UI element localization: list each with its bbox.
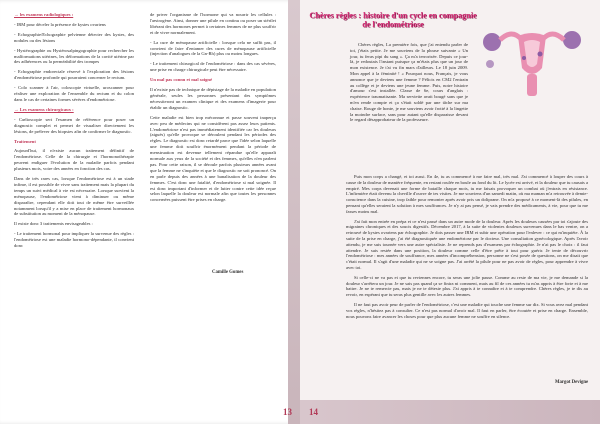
paragraph: Puis mon corps a changé, et toi aussi. En 4e, tu as commencé à me faire mal, très mal. J'ai commencé à louper des cours à cause de la douleur de manière fréquente, en restant roulée en boule au fond du lit. Le lycée est arrivé, et la douleur que tu causais a empiré. Mes corps devenait une forme de bataille chaque mois, tu me faisais provoquer un combat où j'entrais en résistance. L'infirmière était devenu la cheville d'ouvre de tes visites. Je me souviens d'un samedi matin, où ma maman m'a retrouvée à demie-conscience dans la cuisine, trop faible pour remonter après avoir pris un doliprane. On m'a proposé à ce moment-là des pilules, en pensant qu'elles seraient la solution à mes souffrances. Je n'y ai pas pensé, je vais prendre des médicaments, à vie, pour que tu me fasses moins mal. bbox=[346, 174, 588, 214]
signature-camille: Camille Gomes bbox=[212, 270, 244, 275]
left-column-2 bbox=[150, 12, 276, 207]
article-title: Chères règles : histoire d'un cycle en compagnie de l'endométriose bbox=[309, 11, 477, 29]
section-heading: → les examens radiologiques : bbox=[14, 12, 74, 17]
paragraph: de priver l'organisme de l'hormone qui va nourrir les cellules : l'œstrogène. Ainsi, donner une pilule en continu ou poser un stérilet libérant des hormones permet à certaines femmes de ne plus souffrir et de vivre normalement. bbox=[150, 12, 276, 35]
paragraph: Cette maladie est bien trop méconnue et passe souvent inaperçu avec peu de médecins qui ne considèrent pas assez leurs patients. L'endométriose n'est pas immédiatement identifiée car les douleurs (aiguës) qu'elle provoque se déroulent pendant les périodes des règles. Le diagnostic est donc retardé parce que l'idée selon laquelle une femme doit souffrir énormément pendant la période de menstruation est devenue tellement répandue qu'elle apparaît normale aux yeux de la société et des femmes, qu'elles n'en parlent pas. Pour cette raison, il se déroule parfois plusieurs années avant que la femme ne s'inquiète et que le diagnostic ne soit prononcé. On en parle depuis des années à une banalisation de la douleur des femmes. C'est donc une fatalité, d'endométriose si mal soignée. Il est donc important d'informer et de lutter contre cette idée reçue selon laquelle la douleur est normale afin que toutes les personnes concernées puissent être prises en charge. bbox=[150, 114, 276, 203]
signature-margot: Margot Devigne bbox=[555, 380, 589, 385]
paragraph: Dans de très rares cas, lorsque l'endométriose est à un stade infime, il est possible de vivre sans traitement mais la plupart du temps un suivi médical à vie est nécessaire. Lorsque survient la ménopause, l'endométriose vient à diminuer ou même disparaître, cependant elle doit tout de même être surveillée notamment lorsqu'il y a mise en place de traitement hormonaux de substitution au moment de la ménopause. bbox=[14, 176, 134, 217]
article-body bbox=[346, 174, 588, 323]
paragraph: - Hystérographie ou Hystérosalpingographie pour rechercher les malformations utérines, les déformations de la cavité utérine par des adhérences ou la perméabilité des trompes bbox=[14, 47, 134, 65]
paragraph: - Echographie/Echographie pelvienne détecter des kystes, des nodules ou des lésions bbox=[14, 31, 134, 43]
paragraph: - La cure de ménopause artificielle : lorsque cela ne suffit pas, il convient de faire d'entamer des cures de ménopause artificielle (injection d'analogues de la Gn-Rh) plus ou moins longues. bbox=[150, 39, 276, 57]
paragraph: Il n'existe pas de technique de dépistage de la maladie en population générale, seules les personnes présentant des symptômes nécessiteront un examen clinique et des examens d'imagerie pour établir un diagnostic. bbox=[150, 87, 276, 110]
article-intro bbox=[350, 42, 468, 127]
paragraph: Aujourd'hui, il n'existe aucun traitement définitif de l'endométriose. Celle de la chirurgie et l'hormonothérapie peuvent endiguer l'évolution de la maladie parfois pendant plusieurs mois, voire des années en fonction des cas. bbox=[14, 148, 134, 172]
paragraph: - Colo scanner à l'air, coloscopie virtuelle, uroscanner pour réaliser une exploration de l'ensemble du rectum et du colon dans le cas de certaines formes sévères d'endométriose. bbox=[14, 85, 134, 102]
page-edge-stripe bbox=[288, 0, 300, 424]
bottom-band bbox=[300, 400, 600, 424]
paragraph: - Le traitement hormonal pour impliquer la survenue des règles : l'endométriose est une maladie hormono-dépendante, il convient donc bbox=[14, 231, 134, 249]
section-heading: Un mal pas connu et mal soigné bbox=[150, 77, 213, 83]
section-heading: → Les examens chirurgicaux : bbox=[14, 106, 74, 112]
left-column-1 bbox=[14, 12, 134, 253]
paragraph: Il existe donc 3 traitements envisageables : bbox=[14, 221, 93, 227]
paragraph: - Echographie endorectale réservé à l'exploration des lésions d'endométriose profonde qui pourraient concerner le rectum. bbox=[14, 69, 134, 81]
paragraph: Si celle-ci ne va pas et que tu reviennes encore, tu seras une jolie pause. Comme au reste de ma vie, je me demande si la douleur s'arrêtera un jour. Je ne sais pas quand ça se finira ni comment, mais au fil de ces années tu m'as appris à être forte et à me battre. Je ne te remercie pas, mais je ne te déteste plus. J'ai appris à te connaître et à te comprendre. Chères règles, je te dis au revoir, en espérant que tu seras plus gentille avec les autres femmes. bbox=[346, 274, 588, 298]
paragraph: Il ne faut pas avoir peur de parler de l'endométriose, c'est une maladie qui touche une femme sur dix. Si vous avez mal pendant vos règles, n'hésitez pas à consulter. Ce n'est pas normal d'avoir mal. Il faut en parler, être écoutée et prise en charge. Ensemble, nous pouvons faire avancer les choses pour que plus aucune femme ne souffre en silence. bbox=[346, 301, 588, 319]
paragraph: - Cœlioscopie sert l'examen de référence pour poser un diagnostic complet et permet de visualiser directement les lésions, de prélever des biopsies afin de confirmer le diagnostic. bbox=[14, 116, 134, 134]
page-number-right: 14 bbox=[309, 407, 318, 417]
section-heading: Traitement bbox=[14, 138, 36, 144]
paragraph: Chères règles, La première fois, que j'ai entendu parler de toi, j'étais petite. Je me souviens de la phrase suivante « Un jour, tu feras pipi du sang ». Ça m'a terrorisée. Depuis ce jour-là, je redoutais l'instant puisque ça m'étais plus que un jour de mon existence. Je t'ai vu fin mars d'ailleurs. Le 18 juin 2009. Mon appel à la féminité ! « Pourquoi nous, Français, je vous annonce que je deviens une femme ? Félicis en CM2 l'entrain au collège et je deviens une jeune femme. Puis, notre histoire d'amour s'est installée. Classe de 6e, cours d'anglais : expérience traumatisante. Ma serviette avait bougé sans que je m'en rende compte et ça s'était soldé par une tâche sur ma chaise. Rouge de honte, je me souviens avoir frotté à la lingette la moindre surface, sans pour autant qu'elle disparaisse devant le regard désapprobateur de la professeure. bbox=[350, 42, 468, 123]
paragraph: J'ai fait mon entrée en prépa et ce n'est passé dans un autre mode de la douleur. Après les douleurs causées par toi s'ajoute des migraines chroniques et des soucis digestifs. Décembre 2017, à la suite de violentes douleurs survenues dans le bas ventre, on a retrouvé de kystes ovariens par échographie. Je dois passer une IRM et subir une opération pour l'enlever : ce qui m'inquiète. À la suite de la prise en charge, j'ai été diagnostiquée une endométriose par le docteur. Une consultation gynécologique. Après l'avoir attendu, je me suis tournée vers une autre spécialiste. Je ne reprends pas d'examens par échographie. Je n'ai pas le choix : il faut attendre. Je suis restée dans une position, la douleur comme celle d'être prête à tout pour guérir. Je tente de découvrir l'endométriose : mes années de souffrance, mes années d'incompréhension, personne ne s'est posée de questions, on me disait que c'était normal. Il s'agit d'une maladie qui ne se soigne pas. J'ai arrêté la pilule pour ne pas avoir de règles, pour apprendre à vivre avec toi. bbox=[346, 218, 588, 270]
page-number-left: 13 bbox=[283, 407, 292, 417]
paragraph: - IRM pour déceler la présence de kystes ovariens bbox=[14, 21, 106, 27]
paragraph: - Le traitement chirurgical de l'endométriose : dans des cas sévères, une prise en charge chirurgicale peut être nécessaire. bbox=[150, 61, 276, 73]
uterus-illustration-icon bbox=[478, 6, 586, 106]
